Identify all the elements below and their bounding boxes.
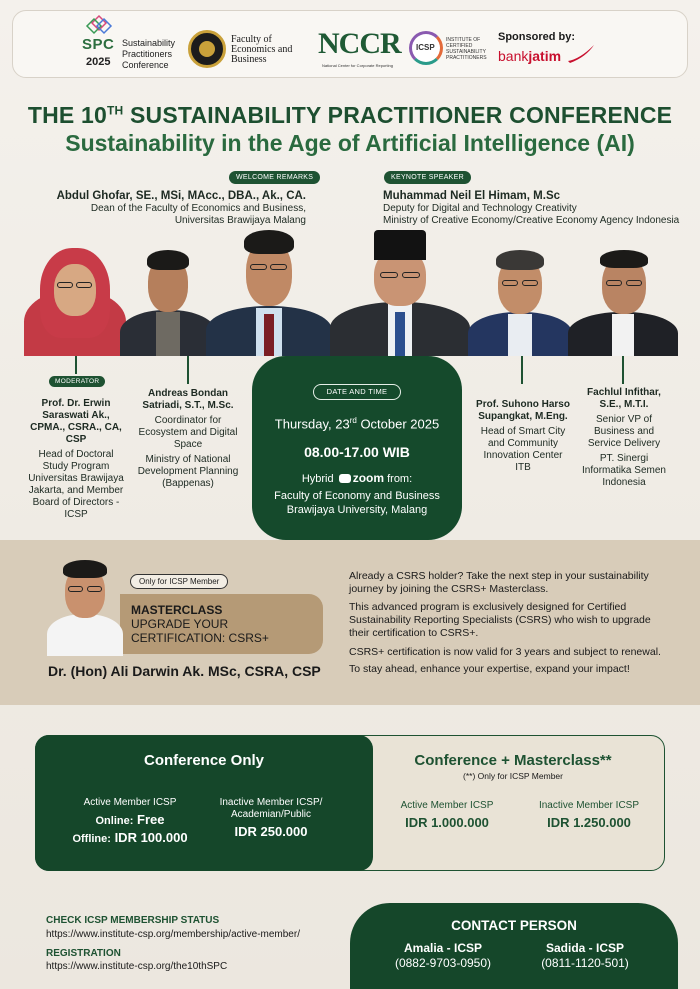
check-membership-link[interactable]: https://www.institute-csp.org/membership/active-member/ xyxy=(46,929,300,940)
moderator-info: Prof. Dr. Erwin Saraswati Ak., CPMA., CSRA., CA, CSP Head of Doctoral Study Program Universitas Brawijaya Jakarta, and Member Board of Directors - ICSP xyxy=(28,398,124,520)
welcome-speaker-name: Abdul Ghofar, SE., MSi, MAcc., DBA., Ak., CA. xyxy=(56,190,306,202)
zoom-camera-icon xyxy=(339,474,351,483)
masterclass-bundle-title: Conference + Masterclass** xyxy=(414,752,612,769)
masterclass-para-3: CSRS+ certification is now valid for 3 years and subject to renewal. xyxy=(349,646,661,658)
ncr-subtitle: National Center for Corporate Reporting xyxy=(322,63,393,68)
speaker-fachlul-connector xyxy=(622,356,624,384)
conf-offline-price: Offline: IDR 100.000 xyxy=(72,830,188,845)
speaker-fachlul-photo xyxy=(568,250,678,356)
masterclass-title: MASTERCLASS xyxy=(131,603,223,617)
bank-swoosh-icon xyxy=(566,43,596,65)
spc-name: Sustainability Practitioners Conference xyxy=(122,38,176,70)
conference-only-title: Conference Only xyxy=(143,752,265,769)
keynote-speaker-role: Deputy for Digital and Technology Creativity Ministry of Creative Economy/Creative Economy Agency Indonesia xyxy=(383,203,680,226)
masterclass-bundle-note: (**) Only for ICSP Member xyxy=(463,771,563,781)
event-format: Hybrid zoom from: xyxy=(301,471,413,485)
spc-abbr: SPC xyxy=(82,36,115,53)
event-date: Thursday, 23rd October 2025 xyxy=(274,416,440,432)
contact-2-name: Sadida - ICSP xyxy=(545,941,625,955)
masterclass-para-4: To stay ahead, enhance your expertise, expand your impact! xyxy=(349,663,630,675)
conf-active-label: Active Member ICSP xyxy=(83,797,177,808)
icsp-logo-icon: ICSP xyxy=(409,31,443,65)
check-membership-title: CHECK ICSP MEMBERSHIP STATUS xyxy=(46,915,220,926)
contact-person-title: CONTACT PERSON xyxy=(451,918,577,933)
speaker-andreas-connector xyxy=(187,356,189,384)
mc-active-price: IDR 1.000.000 xyxy=(405,815,489,830)
speaker-suhono-info: Prof. Suhono Harso Supangkat, M.Eng. Head of Smart City and Community Innovation Center ITB xyxy=(476,399,570,473)
conf-inactive-price: IDR 250.000 xyxy=(234,824,308,839)
sponsor-label: Sponsored by: xyxy=(498,31,576,43)
contact-1-phone[interactable]: (0882-9703-0950) xyxy=(394,956,492,970)
contact-1-name: Amalia - ICSP xyxy=(403,941,483,955)
conf-inactive-label: Inactive Member ICSP/ Academian/Public xyxy=(219,797,323,820)
spc-logo-icon xyxy=(84,14,114,38)
ncr-logo: NCCR xyxy=(318,27,401,60)
moderator-photo xyxy=(24,248,126,356)
moderator-connector xyxy=(75,356,77,374)
masterclass-subtitle: UPGRADE YOUR CERTIFICATION: CSRS+ xyxy=(131,617,269,645)
feb-logo-text: Faculty of Economics and Business xyxy=(231,34,293,65)
keynote-speaker-badge: KEYNOTE SPEAKER xyxy=(384,171,471,184)
masterclass-para-2: This advanced program is exclusively designed for Certified Sustainability Reporting Specialists (CSRS) who wish to upgrade their certification to CSRS+. xyxy=(349,601,651,639)
conference-title: THE 10TH SUSTAINABILITY PRACTITIONER CONFERENCE xyxy=(27,102,673,128)
event-venue: Faculty of Economy and Business Brawijaya University, Malang xyxy=(274,490,440,516)
masterclass-speaker-name: Dr. (Hon) Ali Darwin Ak. MSc, CSRA, CSP xyxy=(48,663,321,679)
member-only-badge: Only for ICSP Member xyxy=(130,574,228,589)
mc-inactive-price: IDR 1.250.000 xyxy=(547,815,631,830)
contact-2-phone[interactable]: (0811-1120-501) xyxy=(541,956,629,970)
registration-title: REGISTRATION xyxy=(46,948,121,959)
speaker-suhono-photo xyxy=(468,250,572,356)
welcome-remarks-badge: WELCOME REMARKS xyxy=(229,171,320,184)
icsp-name: INSTITUTE OF CERTIFIED SUSTAINABILITY PRACTITIONERS xyxy=(446,37,487,61)
keynote-speaker-photo xyxy=(330,228,470,356)
masterclass-speaker-photo xyxy=(47,560,123,656)
conf-online-price: Online: Free xyxy=(95,812,165,827)
mc-inactive-label: Inactive Member ICSP xyxy=(538,800,640,811)
moderator-badge: MODERATOR xyxy=(49,376,105,387)
mc-active-label: Active Member ICSP xyxy=(400,800,494,811)
bank-logo: bankjatim xyxy=(498,48,562,64)
masterclass-para-1: Already a CSRS holder? Take the next step in your sustainability journey by joining the CSRS+ Masterclass. xyxy=(349,570,649,595)
spc-year: 2025 xyxy=(86,56,111,68)
welcome-speaker-role: Dean of the Faculty of Economics and Business, Universitas Brawijaya Malang xyxy=(90,203,306,226)
contact-person-panel xyxy=(350,903,678,989)
conference-theme: Sustainability in the Age of Artificial Intelligence (AI) xyxy=(65,130,635,156)
speaker-suhono-connector xyxy=(521,356,523,384)
keynote-speaker-name: Muhammad Neil El Himam, M.Sc xyxy=(383,190,561,202)
university-seal-icon xyxy=(188,30,226,68)
welcome-speaker-photo xyxy=(206,228,332,356)
event-time: 08.00-17.00 WIB xyxy=(304,444,410,460)
speaker-andreas-info: Andreas Bondan Satriadi, S.T., M.Sc. Coordinator for Ecosystem and Digital Space Ministry of National Development Planning (Bappenas) xyxy=(137,388,239,489)
date-time-badge: DATE AND TIME xyxy=(313,384,401,400)
registration-link[interactable]: https://www.institute-csp.org/the10thSPC xyxy=(46,961,228,972)
speaker-andreas-photo xyxy=(120,250,216,356)
speaker-fachlul-info: Fachlul Infithar, S.E., M.T.I. Senior VP of Business and Service Delivery PT. Sinergi Informatika Semen Indonesia xyxy=(582,387,666,488)
date-time-card xyxy=(252,356,462,540)
